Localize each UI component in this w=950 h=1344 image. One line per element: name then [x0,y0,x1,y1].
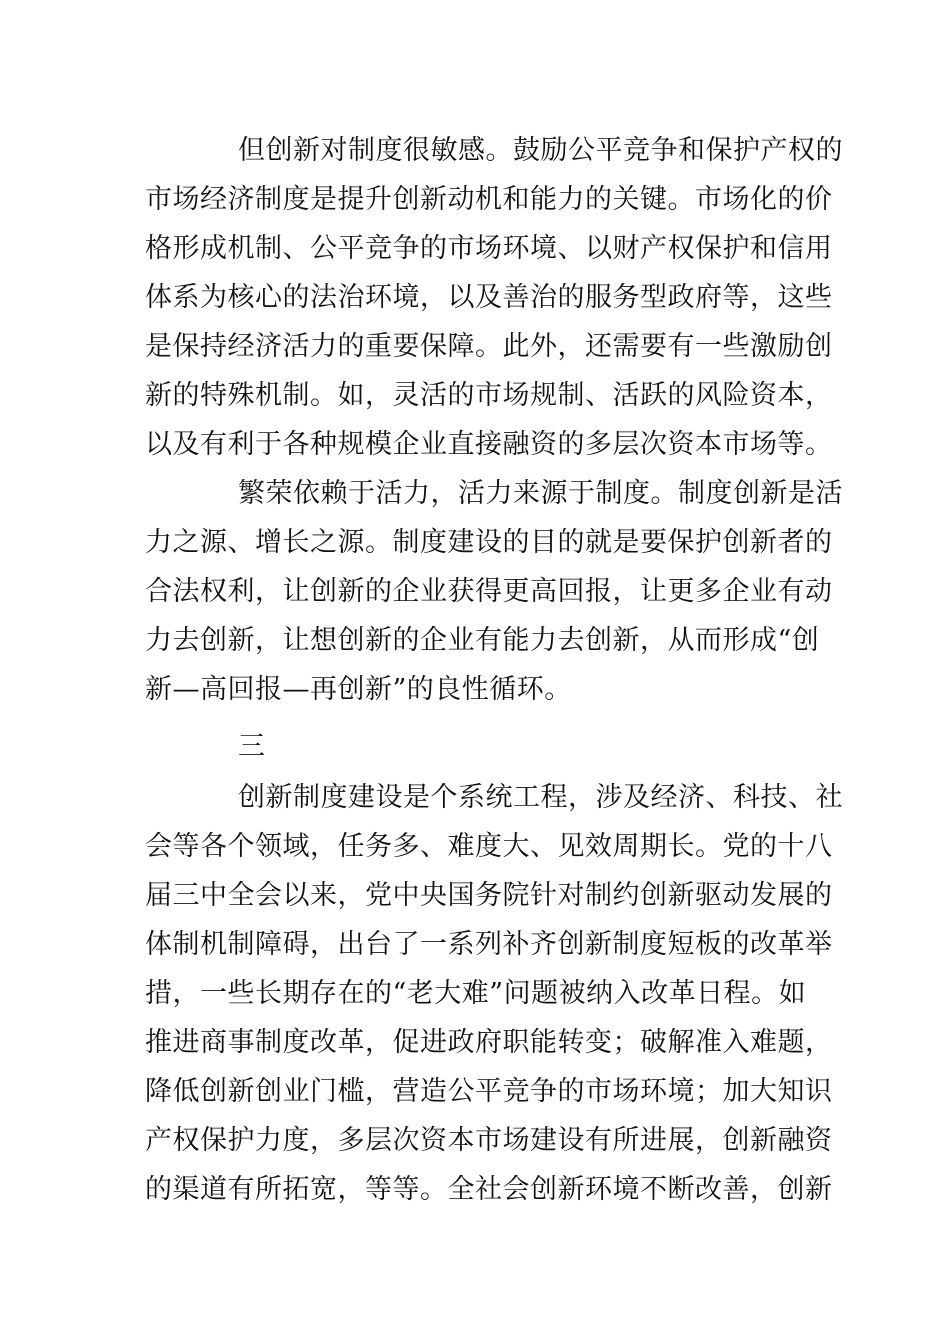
paragraph-3-line-3: 届三中全会以来，党中央国务院针对制约创新驱动发展的 [145,880,833,911]
paragraph-3-line-9: 的渠道有所拓宽，等等。全社会创新环境不断改善，创新 [145,1174,833,1205]
paragraph-1-line-3: 格形成机制、公平竞争的市场环境、以财产权保护和信用 [145,233,833,264]
paragraph-1-line-2: 市场经济制度是提升创新动机和能力的关键。市场化的价 [145,184,833,215]
paragraph-2-line-2: 力之源、增长之源。制度建设的目的就是要保护创新者的 [145,527,833,558]
paragraph-2-line-3: 合法权利，让创新的企业获得更高回报，让更多企业有动 [145,576,833,607]
paragraph-3-line-4: 体制机制障碍，出台了一系列补齐创新制度短板的改革举 [145,929,833,960]
paragraph-3-line-6: 推进商事制度改革，促进政府职能转变；破解准入难题， [145,1027,833,1058]
paragraph-2-line-5: 新—高回报—再创新”的良性循环。 [145,674,572,705]
paragraph-1-line-7: 以及有利于各种规模企业直接融资的多层次资本市场等。 [145,429,833,460]
paragraph-3-line-2: 会等各个领域，任务多、难度大、见效周期长。党的十八 [145,831,833,862]
paragraph-1-line-1: 但创新对制度很敏感。鼓励公平竞争和保护产权的 [238,135,843,166]
paragraph-3-line-1: 创新制度建设是个系统工程，涉及经济、科技、社 [238,782,843,813]
paragraph-1-line-6: 新的特殊机制。如，灵活的市场规制、活跃的风险资本， [145,380,833,411]
paragraph-3-line-7: 降低创新创业门槛，营造公平竞争的市场环境；加大知识 [145,1076,833,1107]
section-heading: 三 [238,731,266,762]
paragraph-2-line-1: 繁荣依赖于活力，活力来源于制度。制度创新是活 [238,478,843,509]
paragraph-1-line-5: 是保持经济活力的重要保障。此外，还需要有一些激励创 [145,331,833,362]
paragraph-3-line-8: 产权保护力度，多层次资本市场建设有所进展，创新融资 [145,1125,833,1156]
paragraph-3-line-5: 措，一些长期存在的“老大难”问题被纳入改革日程。如 [145,978,807,1009]
paragraph-1-line-4: 体系为核心的法治环境，以及善治的服务型政府等，这些 [145,282,833,313]
paragraph-2-line-4: 力去创新，让想创新的企业有能力去创新，从而形成“创 [145,625,820,656]
